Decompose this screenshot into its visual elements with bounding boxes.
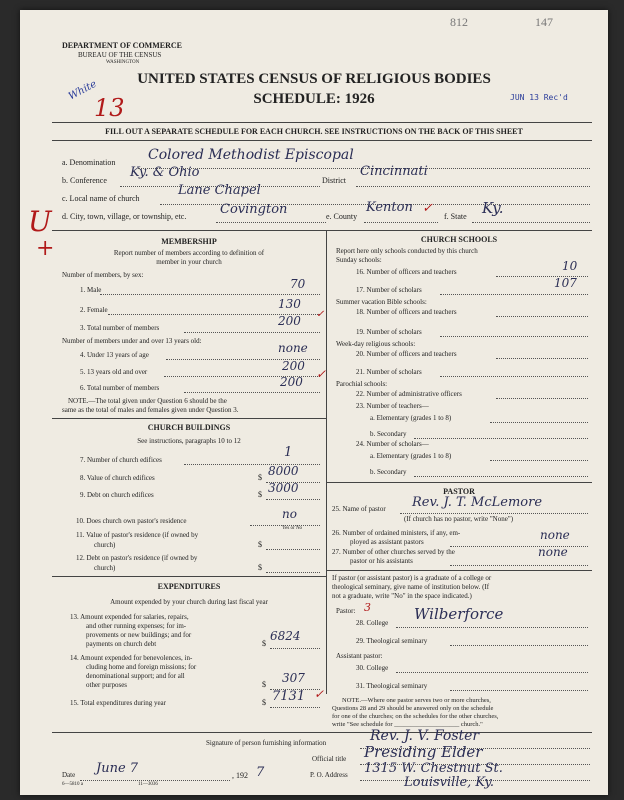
q14-label-a: 14. Amount expended for benevolences, in- [70, 654, 193, 662]
q30-label: 30. College [356, 664, 389, 672]
q24-label: 24. Number of scholars— [356, 440, 429, 448]
conference-label: b. Conference [62, 176, 107, 185]
census-schedule-sheet [20, 10, 608, 795]
pastor-subheading: Pastor: [336, 607, 356, 615]
q3-label: 3. Total number of members [80, 324, 160, 332]
official-title-label: Official title [312, 755, 347, 763]
q8-label: 8. Value of church edifices [80, 474, 155, 482]
q1-label: 1. Male [80, 286, 102, 294]
q31-label: 31. Theological seminary [356, 682, 428, 690]
q13-dollar: $ [262, 639, 266, 648]
membership-subheading-1: Report number of members according to definition of [113, 249, 265, 257]
margin-letter: U [28, 205, 52, 238]
sunday-schools-label: Sunday schools: [336, 256, 382, 264]
q25-value: Rev. J. T. McLemore [412, 495, 543, 510]
q20-label: 20. Number of officers and teachers [356, 350, 457, 358]
county-value: Kenton [366, 200, 413, 215]
q4-label: 4. Under 13 years of age [80, 351, 149, 359]
county-label: e. County [326, 212, 358, 221]
q28-value: Wilberforce [414, 605, 504, 623]
q12-label-a: 12. Debt on pastor's residence (if owned by [76, 554, 198, 562]
county-check-mark: ✓ [422, 201, 433, 216]
q6-value: 200 [280, 375, 303, 389]
membership-note-2: same as the total of males and females given under Question 3. [62, 406, 239, 414]
parochial-schools-label: Parochial schools: [336, 380, 388, 388]
q27-label-b: pastor or his assistants [350, 557, 413, 565]
q3-value: 200 [278, 314, 301, 328]
q14-label-d: other purposes [86, 681, 128, 689]
form-title: UNITED STATES CENSUS OF RELIGIOUS BODIES [137, 71, 491, 87]
membership-note-1: NOTE.—The total given under Question 6 should be the [68, 397, 227, 405]
q23b-label: b. Secondary [370, 430, 407, 438]
expenditures-heading: EXPENDITURES [157, 582, 221, 591]
q15-check-mark: ✓ [314, 687, 325, 701]
q14-value: 307 [282, 671, 305, 685]
q8-value: 8000 [268, 464, 299, 478]
q24b-label: b. Secondary [370, 468, 407, 476]
q9-dollar: $ [258, 490, 262, 499]
denomination-label: a. Denomination [62, 158, 116, 167]
q13-value: 6824 [270, 629, 301, 643]
q10-label: 10. Does church own pastor's residence [76, 517, 187, 525]
q3-check-mark: ✓ [316, 309, 325, 320]
q17-label: 17. Number of scholars [356, 286, 422, 294]
pastor-mark: 3 [364, 601, 371, 614]
q13-label-b: and other running expenses; for im- [86, 622, 187, 630]
q2-label: 2. Female [80, 306, 108, 314]
city-label: d. City, town, village, or township, etc. [62, 212, 187, 221]
q28-label: 28. College [356, 619, 389, 627]
q27-value: none [538, 545, 568, 559]
q16-value: 10 [562, 259, 578, 273]
graduate-note-3: not a graduate, write "No" in the space indicated.) [332, 592, 472, 600]
q26-label-b: ployed as assistant pastors [350, 538, 424, 546]
q27-label-a: 27. Number of other churches served by the [332, 548, 455, 556]
bureau-name: BUREAU OF THE CENSUS [78, 51, 162, 59]
graduate-note-2: theological seminary, give name of institution below. (If [332, 583, 490, 591]
margin-number: 13 [94, 94, 125, 122]
department-name: DEPARTMENT OF COMMERCE [62, 41, 183, 50]
q6-check-mark: ✓ [316, 367, 327, 381]
q11-label-b: church) [94, 541, 116, 549]
q13-label-d: payments on church debt [86, 640, 157, 648]
age-label: Number of members under and over 13 years old: [62, 337, 202, 345]
q12-dollar: $ [258, 563, 262, 572]
stamp-number-right: 147 [535, 15, 553, 29]
q13-label-c: provements or new buildings; and for [86, 631, 192, 639]
state-value: Ky. [482, 199, 504, 217]
q5-label: 5. 13 years old and over [80, 368, 148, 376]
yes-no-hint: Yes or No [282, 526, 303, 531]
schools-subheading: Report here only schools conducted by this church [336, 247, 478, 255]
q8-dollar: $ [258, 473, 262, 482]
membership-heading: MEMBERSHIP [161, 237, 217, 246]
pastor-note-2: Questions 28 and 29 should be answered only on the schedule [332, 705, 494, 712]
q14-dollar: $ [262, 680, 266, 689]
summer-schools-label: Summer vacation Bible schools: [336, 298, 427, 306]
q16-label: 16. Number of officers and teachers [356, 268, 457, 276]
schedule-title: SCHEDULE: 1926 [253, 91, 375, 107]
q26-label-a: 26. Number of ordained ministers, if any, em- [332, 529, 461, 537]
pastor-note-4: write "See schedule for ____________________ church." [332, 721, 483, 728]
district-label: District [322, 176, 346, 185]
date-value: June 7 [96, 761, 139, 776]
weekday-schools-label: Week-day religious schools: [336, 340, 416, 348]
buildings-subheading: See instructions, paragraphs 10 to 12 [137, 437, 241, 445]
q7-value: 1 [284, 445, 293, 460]
q5-value: 200 [282, 359, 305, 373]
q18-label: 18. Number of officers and teachers [356, 308, 457, 316]
margin-note-white: White [66, 78, 99, 103]
membership-subheading-2: member in your church [156, 258, 222, 266]
year-digit: 7 [256, 765, 265, 780]
q11-dollar: $ [258, 540, 262, 549]
district-value: Cincinnati [360, 164, 428, 179]
q21-label: 21. Number of scholars [356, 368, 422, 376]
q15-value: 7131 [272, 689, 306, 704]
official-title-value: Presiding Elder [364, 743, 483, 761]
po-address-label: P. O. Address [310, 771, 348, 779]
q25-note: (If church has no pastor, write "None") [404, 515, 514, 523]
bureau-city: WASHINGTON [106, 60, 140, 65]
state-label: f. State [444, 212, 467, 221]
year-prefix: , 192 [232, 771, 248, 780]
q1-value: 70 [290, 277, 306, 291]
pastor-note-1: NOTE.—Where one pastor serves two or more churches, [342, 697, 491, 704]
q11-label-a: 11. Value of pastor's residence (if owned by [76, 531, 199, 539]
pastor-heading: PASTOR [443, 487, 475, 496]
q9-label: 9. Debt on church edifices [80, 491, 154, 499]
signature-value: Rev. J. V. Foster [370, 728, 480, 744]
form-code-2: 11—3036 [138, 782, 158, 787]
q9-value: 3000 [268, 481, 299, 495]
pastor-note-3: for one of the churches; on the schedules for the other churches, [332, 713, 499, 720]
assistant-pastor-subheading: Assistant pastor: [336, 652, 383, 660]
q15-label: 15. Total expenditures during year [70, 699, 166, 707]
q14-label-b: cluding home and foreign missions; for [86, 663, 197, 671]
graduate-note-1: If pastor (or assistant pastor) is a graduate of a college or [332, 574, 492, 582]
denomination-value: Colored Methodist Episcopal [148, 147, 354, 163]
date-label: Date [62, 771, 76, 779]
q2-value: 130 [278, 297, 301, 311]
schools-heading: CHURCH SCHOOLS [420, 235, 498, 244]
expenditures-subheading: Amount expended by your church during last fiscal year [110, 598, 268, 606]
q14-label-c: denominational support; and for all [86, 672, 185, 680]
q26-value: none [540, 528, 570, 542]
buildings-heading: CHURCH BUILDINGS [147, 423, 231, 432]
q17-value: 107 [554, 276, 577, 290]
margin-plus-mark: + [36, 236, 55, 261]
q15-dollar: $ [262, 698, 266, 707]
signature-label: Signature of person furnishing information [206, 739, 327, 747]
po-address-line-2: Louisville, Ky. [404, 775, 495, 790]
conference-value: Ky. & Ohio [130, 165, 200, 180]
q7-label: 7. Number of church edifices [80, 456, 162, 464]
by-sex-label: Number of members, by sex: [62, 271, 144, 279]
city-value: Covington [220, 202, 288, 217]
q23a-label: a. Elementary (grades 1 to 8) [370, 414, 452, 422]
q22-label: 22. Number of administrative officers [356, 390, 462, 398]
q10-value: no [282, 507, 297, 521]
q6-label: 6. Total number of members [80, 384, 160, 392]
q12-label-b: church) [94, 564, 116, 572]
q23-label: 23. Number of teachers— [356, 402, 429, 410]
local-name-value: Lane Chapel [178, 183, 261, 198]
form-code: 6—5810 a [62, 782, 83, 787]
q19-label: 19. Number of scholars [356, 328, 422, 336]
q4-value: none [278, 341, 308, 355]
received-stamp: JUN 13 Rec'd [510, 93, 568, 102]
q25-label: 25. Name of pastor [332, 505, 386, 513]
stamp-number-left: 812 [450, 15, 468, 29]
q13-label-a: 13. Amount expended for salaries, repairs, [70, 613, 189, 621]
q29-label: 29. Theological seminary [356, 637, 428, 645]
local-name-label: c. Local name of church [62, 194, 140, 203]
q24a-label: a. Elementary (grades 1 to 8) [370, 452, 452, 460]
form-instruction: FILL OUT A SEPARATE SCHEDULE FOR EACH CHURCH. SEE INSTRUCTIONS ON THE BACK OF THIS SHEET [105, 127, 523, 136]
po-address-line-1: 1315 W. Chestnut St. [364, 761, 503, 776]
